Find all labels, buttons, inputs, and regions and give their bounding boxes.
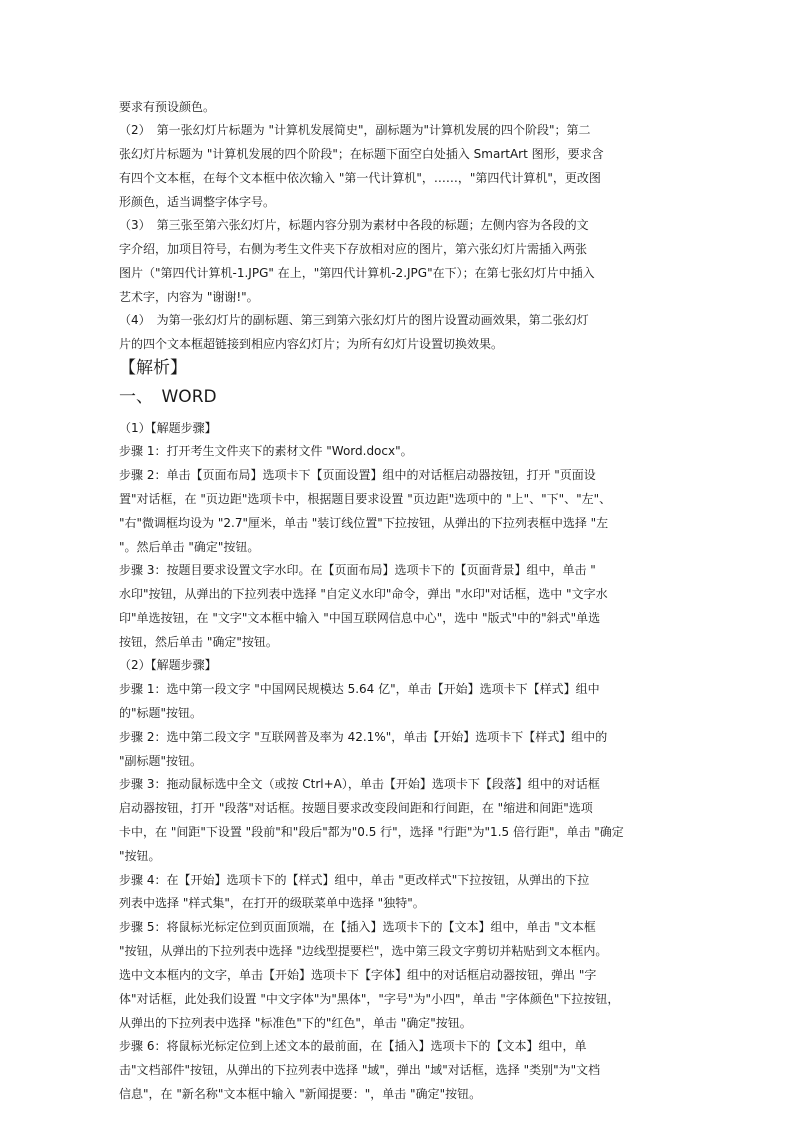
text-line: 体"对话框，此处我们设置 "中文字体"为"黑体"，"字号"为"小四"，单击 "字体颜色"下拉按钮，	[119, 992, 620, 1006]
text-line: 步骤 1：选中第一段文字 "中国网民规模达 5.64 亿"，单击【开始】选项卡下【样式】组中	[119, 682, 600, 696]
text-line: 艺术字，内容为 "谢谢!"。	[119, 290, 259, 304]
text-line: 步骤 6：将鼠标光标定位到上述文本的最前面，在【插入】选项卡下的【文本】组中，单	[119, 1039, 587, 1053]
text-line: 步骤 1：打开考生文件夹下的素材文件 "Word.docx"。	[119, 444, 413, 458]
subheading-steps-1: （1）【解题步骤】	[119, 421, 217, 435]
subheading-steps-2: （2）【解题步骤】	[119, 658, 217, 672]
text-line: 选中文本框内的文字，单击【开始】选项卡下【字体】组中的对话框启动器按钮，弹出 "字	[119, 968, 597, 982]
text-line: 步骤 4：在【开始】选项卡下的【样式】组中，单击 "更改样式"下拉按钮，从弹出的下拉	[119, 873, 590, 887]
text-line: （3） 第三张至第六张幻灯片，标题内容分别为素材中各段的标题；左侧内容为各段的文	[119, 218, 589, 232]
text-line: 张幻灯片标题为 "计算机发展的四个阶段"；在标题下面空白处插入 SmartArt 图形，要求含	[119, 147, 604, 161]
text-line: 启动器按钮，打开 "段落"对话框。按题目要求改变段间距和行间距，在 "缩进和间距"选项	[119, 801, 593, 815]
text-line: 字介绍，加项目符号，右侧为考生文件夹下存放相对应的图片，第六张幻灯片需插入两张	[119, 242, 588, 256]
text-line: 形颜色，适当调整字体字号。	[119, 195, 276, 209]
text-line: （2） 第一张幻灯片标题为 "计算机发展简史"，副标题为"计算机发展的四个阶段"；第二	[119, 123, 591, 137]
text-line: 图片（"第四代计算机-1.JPG" 在上，"第四代计算机-2.JPG"在下）；在第七张幻灯片中插入	[119, 266, 595, 280]
text-line: 从弹出的下拉列表中选择 "标准色"下的"红色"，单击 "确定"按钮。	[119, 1016, 472, 1030]
text-line: "右"微调框均设为 "2.7"厘米，单击 "装订线位置"下拉按钮，从弹出的下拉列表框中选择 "左	[119, 516, 609, 530]
text-line: 信息"，在 "新名称"文本框中输入 "新闻提要："，单击 "确定"按钮。	[119, 1087, 482, 1101]
text-line: "按钮，从弹出的下拉列表中选择 "边线型提要栏"，选中第三段文字剪切并粘贴到文本框内。	[119, 944, 608, 958]
text-line: （4） 为第一张幻灯片的副标题、第三到第六张幻灯片的图片设置动画效果，第二张幻灯	[119, 313, 589, 327]
text-line: "副标题"按钮。	[119, 754, 203, 768]
text-line: 按钮，然后单击 "确定"按钮。	[119, 635, 278, 649]
text-line: 水印"按钮，从弹出的下拉列表中选择 "自定义水印"命令，弹出 "水印"对话框，选中 "文字水	[119, 587, 608, 601]
text-line: 步骤 2：单击【页面布局】选项卡下【页面设置】组中的对话框启动器按钮，打开 "页面设	[119, 468, 596, 482]
text-line: 卡中，在 "间距"下设置 "段前"和"段后"都为"0.5 行"，选择 "行距"为"1.5 倍行距"，单击 "确定	[119, 825, 624, 839]
text-line: 有四个文本框，在每个文本框中依次输入 "第一代计算机"，……，"第四代计算机"，更改图	[119, 171, 601, 185]
text-line: 步骤 3：拖动鼠标选中全文（或按 Ctrl+A），单击【开始】选项卡下【段落】组中的对话框	[119, 777, 600, 791]
text-line: 击"文档部件"按钮，从弹出的下拉列表中选择 "域"，弹出 "域"对话框，选择 "类别"为"文档	[119, 1063, 601, 1077]
section-heading-jiexi: 【解析】	[119, 358, 187, 378]
text-line: 印"单选按钮，在 "文字"文本框中输入 "中国互联网信息中心"，选中 "版式"中的"斜式"单选	[119, 611, 601, 625]
text-line: 的"标题"按钮。	[119, 706, 203, 720]
text-line: "。然后单击 "确定"按钮。	[119, 540, 260, 554]
text-line: 步骤 2：选中第二段文字 "互联网普及率为 42.1%"，单击【开始】选项卡下【样式】组中的	[119, 730, 608, 744]
text-line: 要求有预设颜色。	[119, 100, 216, 114]
text-line: 步骤 5：将鼠标光标定位到页面顶端，在【插入】选项卡下的【文本】组中，单击 "文本框	[119, 920, 596, 934]
text-line: 置"对话框，在 "页边距"选项卡中，根据题目要求设置 "页边距"选项中的 "上"、"下"、"左"、	[119, 492, 612, 506]
text-line: "按钮。	[119, 849, 161, 863]
section-heading-word: 一、 WORD	[119, 387, 217, 407]
text-line: 步骤 3：按题目要求设置文字水印。在【页面布局】选项卡下的【页面背景】组中，单击 "	[119, 563, 596, 577]
text-line: 片的四个文本框超链接到相应内容幻灯片；为所有幻灯片设置切换效果。	[119, 337, 504, 351]
text-line: 列表中选择 "样式集"，在打开的级联菜单中选择 "独特"。	[119, 896, 425, 910]
